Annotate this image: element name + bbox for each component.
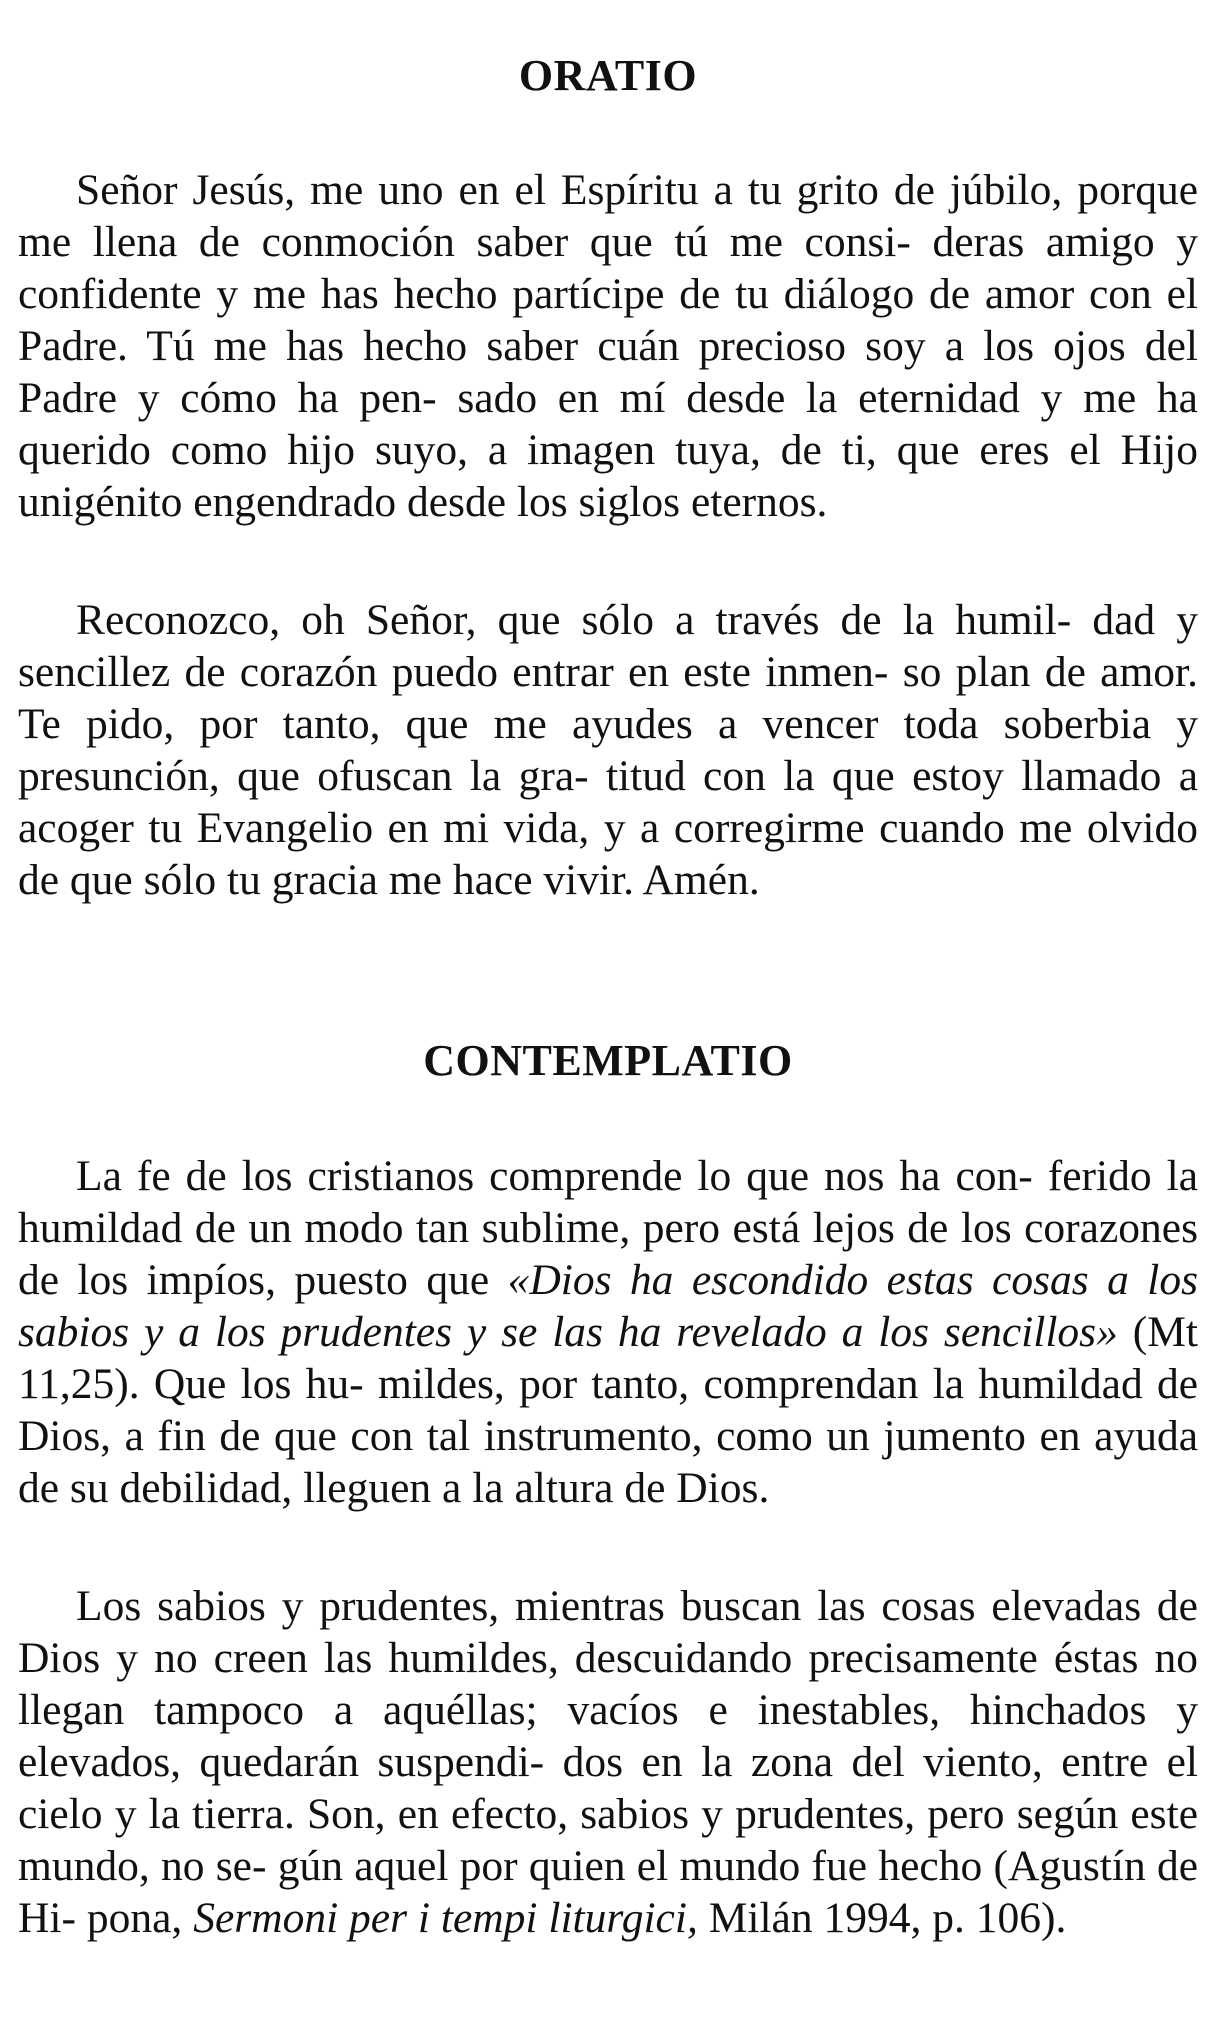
text-line: gún aquel por quien el mundo fue hecho (Agustín de Hi- [18,1842,1199,1942]
text-line: diálogo de amor con el Padre. Tú me has hecho saber [18,270,1198,370]
text-line: gracia me hace vivir. Amén. [271,856,760,904]
contemplatio-paragraph-1 [18,1150,1198,1514]
text-line: (Mt 11,25). Que los hu- [18,1308,1198,1408]
text-line: dos en la zona del viento, entre el cielo y la tierra. Son, en [18,1738,1199,1838]
text-line: sado en mí desde la eternidad y me ha querido como [18,374,1198,474]
oratio-paragraph-2 [18,594,1198,906]
text-line: Señor Jesús, me uno en el Espíritu a tu grito de júbilo, [76,166,1063,214]
bible-quote: se las ha revelado a los sencillos» [501,1308,1118,1356]
bible-quote: «Dios [507,1256,612,1304]
section-heading-oratio: ORATIO [518,51,698,100]
text-line: Reconozco, oh Señor, que sólo a través de la humil- [76,596,1072,644]
bible-quote: ha escondido estas cosas a los sabios y a los prudentes y [18,1256,1199,1356]
text-line: Los sabios y prudentes, mientras buscan las cosas [76,1582,976,1630]
text-line: precisamente éstas no llegan tampoco a aquéllas; vacíos [18,1634,1199,1734]
text-line: titud con la que estoy llamado a acoger tu Evangelio en [18,752,1199,852]
text-line: pona, [86,1894,194,1942]
text-line: mi vida, y a corregirme cuando me olvido de que sólo tu [18,804,1199,904]
text-line: efecto, sabios y prudentes, pero según este mundo, no se- [18,1790,1199,1890]
text-line: porque me llena de conmoción saber que tú me consi- [18,166,1199,266]
contemplatio-paragraph-2 [18,1580,1198,1944]
text-line: La fe de los cristianos comprende lo que nos ha con- [76,1152,1033,1200]
oratio-paragraph-1 [18,164,1198,528]
text-line: e inestables, hinchados y elevados, quedarán suspendi- [18,1686,1198,1786]
text-line: ferido la humildad de un modo tan sublime, pero está [18,1152,1199,1252]
book-title-citation: Sermoni per i tempi liturgici, [193,1894,698,1942]
text-line: deras amigo y confidente y me has hecho partícipe de tu [18,218,1198,318]
text-line: Milán 1994, p. 106). [697,1894,1067,1942]
section-heading-contemplatio: CONTEMPLATIO [423,1036,793,1085]
text-line: dad y sencillez de corazón puedo entrar en este inmen- [18,596,1198,696]
text-line: mildes, por tanto, comprendan la humildad de Dios, a [18,1360,1199,1460]
text-line: ayuda de su debilidad, lleguen a la altura de Dios. [18,1412,1199,1512]
text-line: lejos de los corazones de los impíos, puesto que [18,1204,1199,1304]
text-line: fin de que con tal instrumento, como un jumento en [157,1412,1081,1460]
text-line: so plan de amor. Te pido, por tanto, que me ayudes a [18,648,1199,748]
text-line: vencer toda soberbia y presunción, que ofuscan la gra- [18,700,1198,800]
text-line: elevadas de Dios y no creen las humildes, descuidando [18,1582,1198,1682]
text-line: engendrado desde los siglos eternos. [193,478,828,526]
book-page [18,0,1198,2043]
text-line: cuán precioso soy a los ojos del Padre y cómo ha pen- [18,322,1199,422]
text-line: hijo suyo, a imagen tuya, de ti, que eres el Hijo unigénito [18,426,1198,526]
